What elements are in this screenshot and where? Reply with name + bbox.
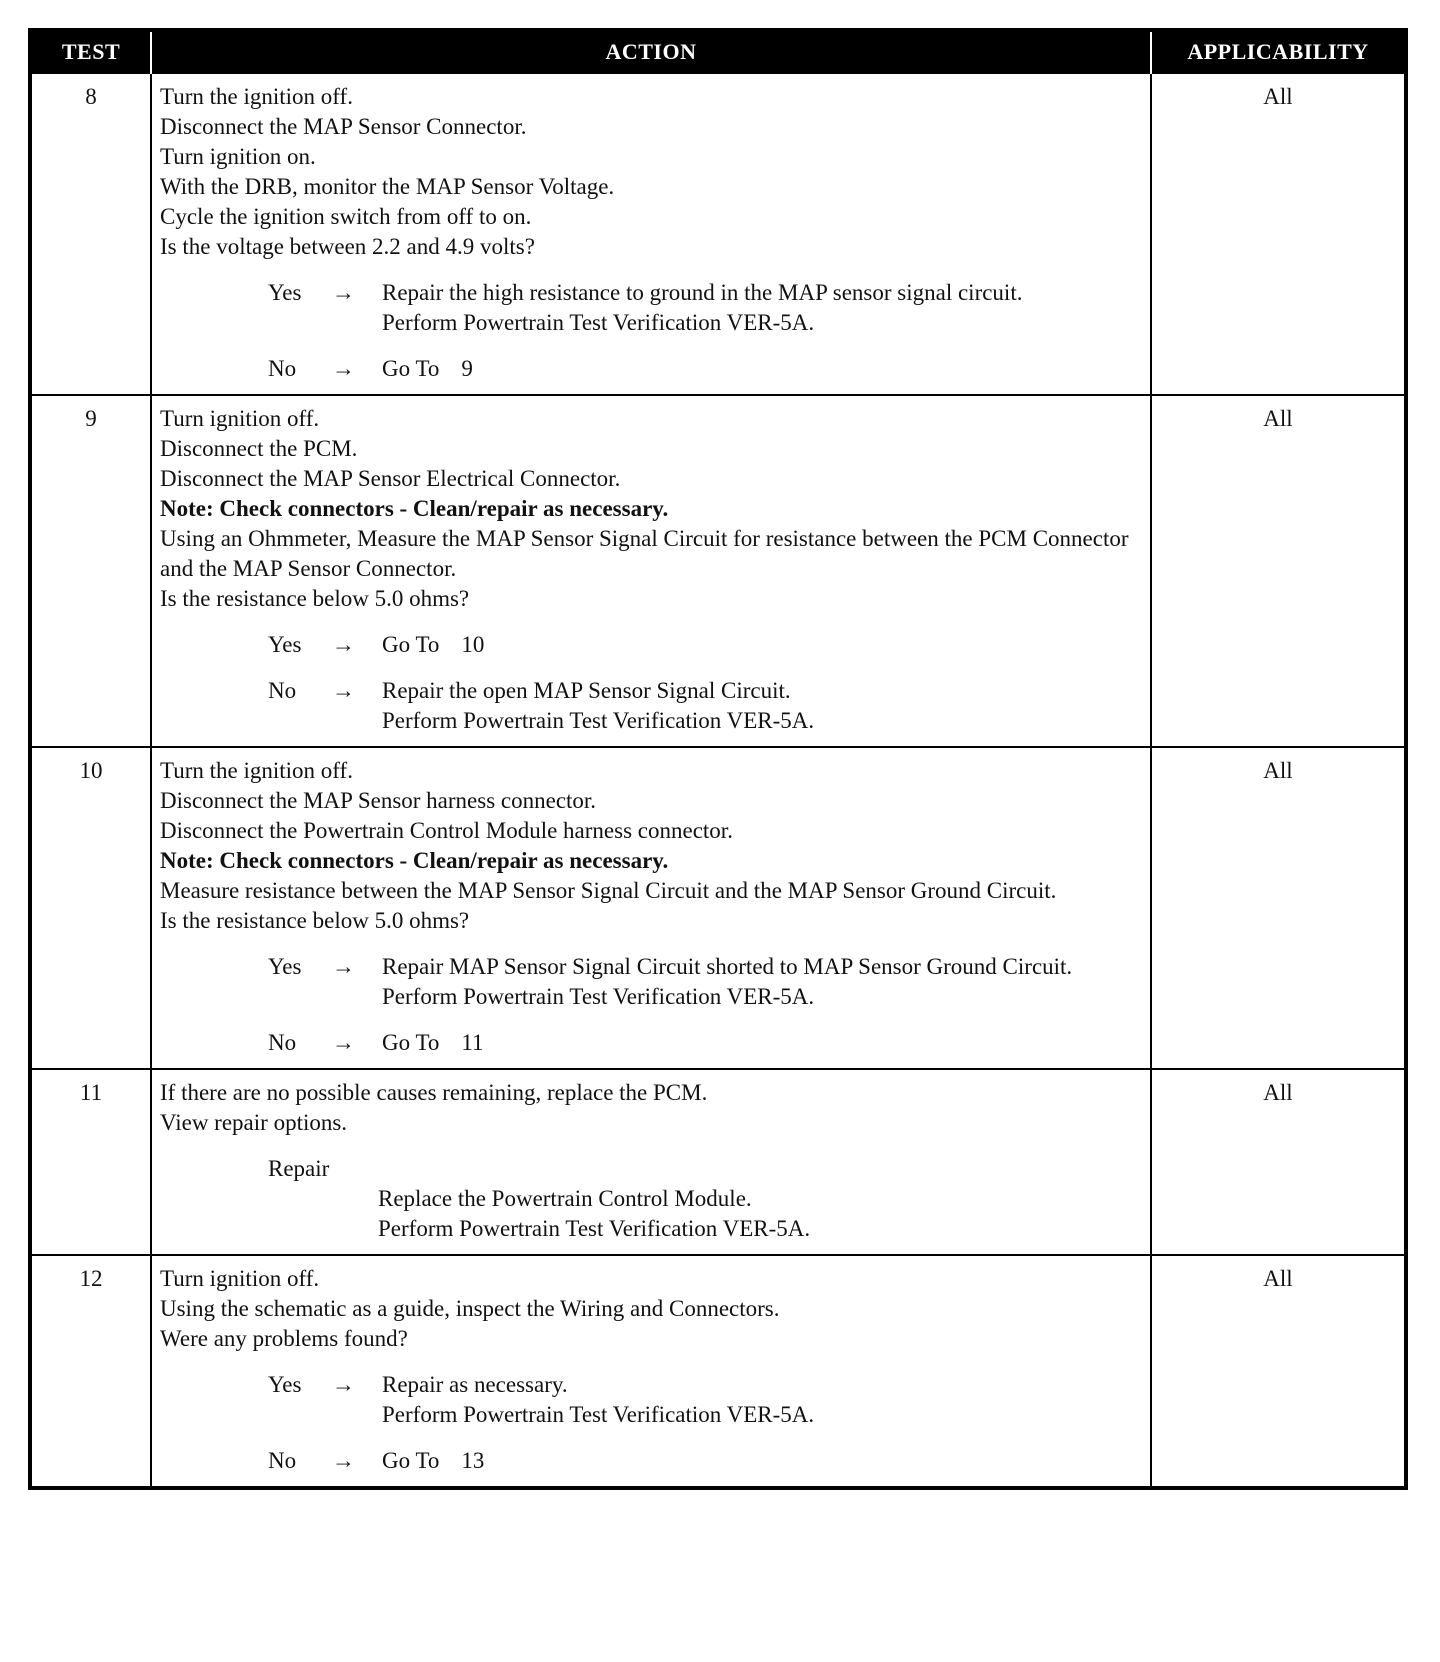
action-line: Disconnect the PCM.	[160, 436, 358, 461]
repair-text-2: Perform Powertrain Test Verification VER-5A.	[378, 1216, 811, 1241]
no-branch	[268, 354, 1142, 384]
diagnostic-page	[28, 28, 1404, 1490]
applicability-cell: All	[1151, 1255, 1406, 1488]
action-line: Disconnect the MAP Sensor harness connector.	[160, 788, 597, 813]
repair-text: Replace the Powertrain Control Module.	[378, 1186, 752, 1211]
action-line: Disconnect the Powertrain Control Module harness connector.	[160, 818, 733, 843]
applicability-cell: All	[1151, 1069, 1406, 1255]
arrow-icon: →	[332, 678, 355, 703]
action-cell	[151, 73, 1151, 395]
action-line: Measure resistance between the MAP Sensor Signal Circuit and the MAP Sensor Ground Circuit.	[160, 878, 1057, 903]
action-line: Turn ignition off.	[160, 406, 320, 431]
yes-text-2: Perform Powertrain Test Verification VER-5A.	[382, 984, 815, 1009]
no-branch	[268, 1446, 1142, 1476]
applicability-cell: All	[1151, 395, 1406, 747]
no-text-2: Perform Powertrain Test Verification VER-5A.	[382, 708, 815, 733]
yes-text-2: Perform Powertrain Test Verification VER-5A.	[382, 310, 815, 335]
no-label: No	[268, 1030, 297, 1055]
goto-link[interactable]: Go To	[382, 1448, 440, 1473]
no-label: No	[268, 356, 297, 381]
yes-label: Yes	[268, 954, 302, 979]
action-line: Is the resistance below 5.0 ohms?	[160, 586, 470, 611]
no-branch	[268, 1028, 1142, 1058]
arrow-icon: →	[332, 632, 355, 657]
arrow-icon: →	[332, 280, 355, 305]
header-test: TEST	[30, 30, 151, 73]
test-number: 10	[30, 747, 151, 1069]
test-number: 8	[30, 73, 151, 395]
action-cell	[151, 747, 1151, 1069]
action-line: Is the resistance below 5.0 ohms?	[160, 908, 470, 933]
action-line: Turn the ignition off.	[160, 758, 353, 783]
arrow-icon: →	[332, 1372, 355, 1397]
repair-label: Repair	[268, 1156, 330, 1181]
yes-label: Yes	[268, 280, 302, 305]
yes-text-2: Perform Powertrain Test Verification VER-5A.	[382, 1402, 815, 1427]
action-line: If there are no possible causes remaining, replace the PCM.	[160, 1080, 708, 1105]
goto-number[interactable]: 9	[461, 356, 473, 381]
action-line: Turn the ignition off.	[160, 84, 353, 109]
table-row	[30, 1069, 1406, 1255]
goto-number[interactable]: 11	[461, 1030, 484, 1055]
goto-number[interactable]: 10	[461, 632, 485, 657]
no-text: Repair the open MAP Sensor Signal Circuit.	[382, 678, 791, 703]
action-line: Is the voltage between 2.2 and 4.9 volts?	[160, 234, 535, 259]
action-cell	[151, 1255, 1151, 1488]
table-row	[30, 747, 1406, 1069]
no-label: No	[268, 678, 297, 703]
action-line: Using an Ohmmeter, Measure the MAP Sensor Signal Circuit for resistance between the PCM Connector and the MAP Sensor Connector.	[160, 526, 1129, 581]
table-row	[30, 395, 1406, 747]
test-number: 9	[30, 395, 151, 747]
applicability-cell: All	[1151, 747, 1406, 1069]
note-line: Note: Check connectors - Clean/repair as necessary.	[160, 496, 669, 521]
note-line: Note: Check connectors - Clean/repair as necessary.	[160, 848, 669, 873]
goto-link[interactable]: Go To	[382, 1030, 440, 1055]
yes-text: Repair MAP Sensor Signal Circuit shorted to MAP Sensor Ground Circuit.	[382, 954, 1073, 979]
action-line: Cycle the ignition switch from off to on.	[160, 204, 532, 229]
action-line: Using the schematic as a guide, inspect the Wiring and Connectors.	[160, 1296, 780, 1321]
goto-link[interactable]: Go To	[382, 632, 440, 657]
action-line: With the DRB, monitor the MAP Sensor Voltage.	[160, 174, 615, 199]
repair-block	[268, 1154, 1142, 1244]
yes-branch	[268, 278, 1142, 338]
goto-link[interactable]: Go To	[382, 356, 440, 381]
action-cell	[151, 1069, 1151, 1255]
goto-number[interactable]: 13	[461, 1448, 485, 1473]
yes-branch	[268, 630, 1142, 660]
arrow-icon: →	[332, 1030, 355, 1055]
action-cell	[151, 395, 1151, 747]
table-header-row	[30, 30, 1406, 73]
action-line: Turn ignition on.	[160, 144, 316, 169]
arrow-icon: →	[332, 954, 355, 979]
yes-text: Repair the high resistance to ground in the MAP sensor signal circuit.	[382, 280, 1023, 305]
yes-text: Repair as necessary.	[382, 1372, 568, 1397]
action-line: Disconnect the MAP Sensor Electrical Connector.	[160, 466, 621, 491]
action-line: Were any problems found?	[160, 1326, 408, 1351]
test-number: 12	[30, 1255, 151, 1488]
no-label: No	[268, 1448, 297, 1473]
no-branch	[268, 676, 1142, 736]
diagnostic-table	[28, 28, 1408, 1490]
yes-branch	[268, 952, 1142, 1012]
header-action: ACTION	[151, 30, 1151, 73]
table-row	[30, 1255, 1406, 1488]
test-number: 11	[30, 1069, 151, 1255]
header-applicability: APPLICABILITY	[1151, 30, 1406, 73]
arrow-icon: →	[332, 1448, 355, 1473]
yes-label: Yes	[268, 1372, 302, 1397]
applicability-cell: All	[1151, 73, 1406, 395]
action-line: Disconnect the MAP Sensor Connector.	[160, 114, 527, 139]
table-row	[30, 73, 1406, 395]
yes-label: Yes	[268, 632, 302, 657]
action-line: Turn ignition off.	[160, 1266, 320, 1291]
yes-branch	[268, 1370, 1142, 1430]
action-line: View repair options.	[160, 1110, 348, 1135]
arrow-icon: →	[332, 356, 355, 381]
